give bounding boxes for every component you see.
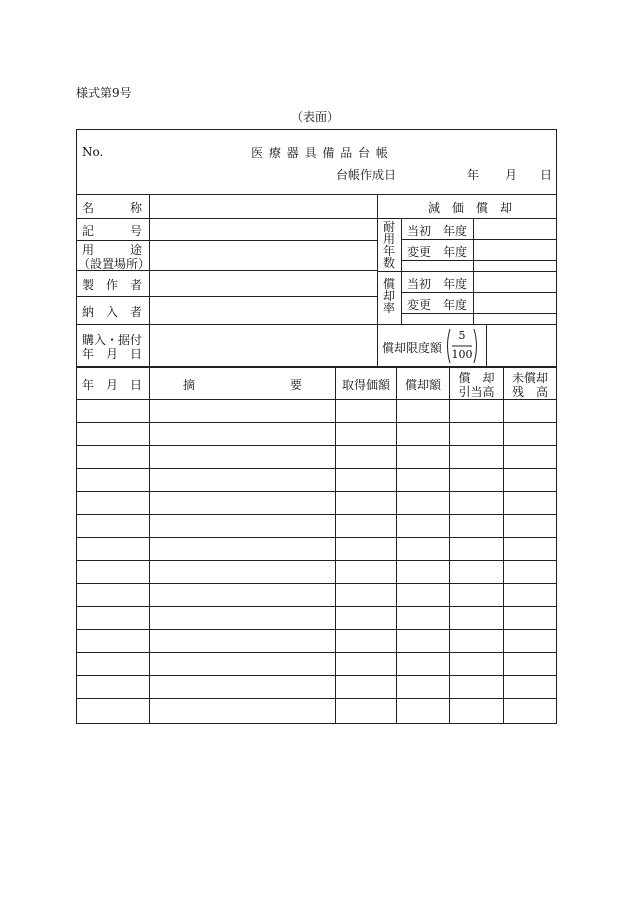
col-allowance-header-1: 償 却: [458, 371, 495, 385]
rate-initial-year-label: 年度: [443, 277, 468, 291]
no-label: No.: [82, 145, 104, 159]
col-remaining-header-2: 残 高: [511, 385, 548, 399]
ledger-title: 医 療 器 具 備 品 台 帳: [251, 146, 389, 160]
code-label: 記 号: [82, 224, 143, 238]
created-day-label: 日: [540, 168, 553, 182]
useful-life-label: 耐用年数: [382, 220, 395, 270]
rate-initial-label: 当初: [407, 277, 432, 291]
fraction-numerator: 5: [458, 329, 466, 342]
useful-life-initial-label: 当初: [407, 224, 432, 238]
supplier-label: 納 入 者: [82, 305, 143, 319]
useful-life-initial-year-label: 年度: [443, 224, 468, 238]
col-depreciation-header: 償却額: [404, 378, 441, 392]
col-date-header: 年 月 日: [82, 378, 143, 392]
created-month-label: 月: [505, 168, 518, 182]
created-year-label: 年: [467, 168, 480, 182]
rate-changed-year-label: 年度: [443, 298, 468, 312]
depreciation-limit-label: 償却限度額: [382, 341, 443, 355]
useful-life-changed-year-label: 年度: [443, 245, 468, 259]
side-label: （表面）: [290, 110, 339, 124]
location-label: （設置場所）: [78, 257, 151, 271]
usage-label: 用 途: [82, 243, 143, 257]
depreciation-rate-label: 償却率: [382, 277, 395, 315]
fraction-denominator: 100: [451, 348, 473, 361]
form-number: 様式第9号: [76, 86, 132, 100]
maker-label: 製 作 者: [82, 278, 143, 292]
purchase-label: 購入・据付: [82, 333, 143, 347]
useful-life-changed-label: 変更: [407, 245, 432, 259]
col-summary-header-a: 摘: [183, 378, 196, 392]
col-acquisition-header: 取得価額: [341, 378, 390, 392]
col-remaining-header-1: 未償却: [511, 371, 548, 385]
name-label: 名 称: [82, 201, 143, 215]
created-date-label: 台帳作成日: [336, 168, 397, 182]
rate-changed-label: 変更: [407, 298, 432, 312]
depreciation-header: 減 価 償 却: [427, 201, 512, 215]
purchase-date-label: 年 月 日: [82, 347, 143, 361]
col-summary-header-b: 要: [290, 378, 303, 392]
col-allowance-header-2: 引当高: [458, 385, 495, 399]
